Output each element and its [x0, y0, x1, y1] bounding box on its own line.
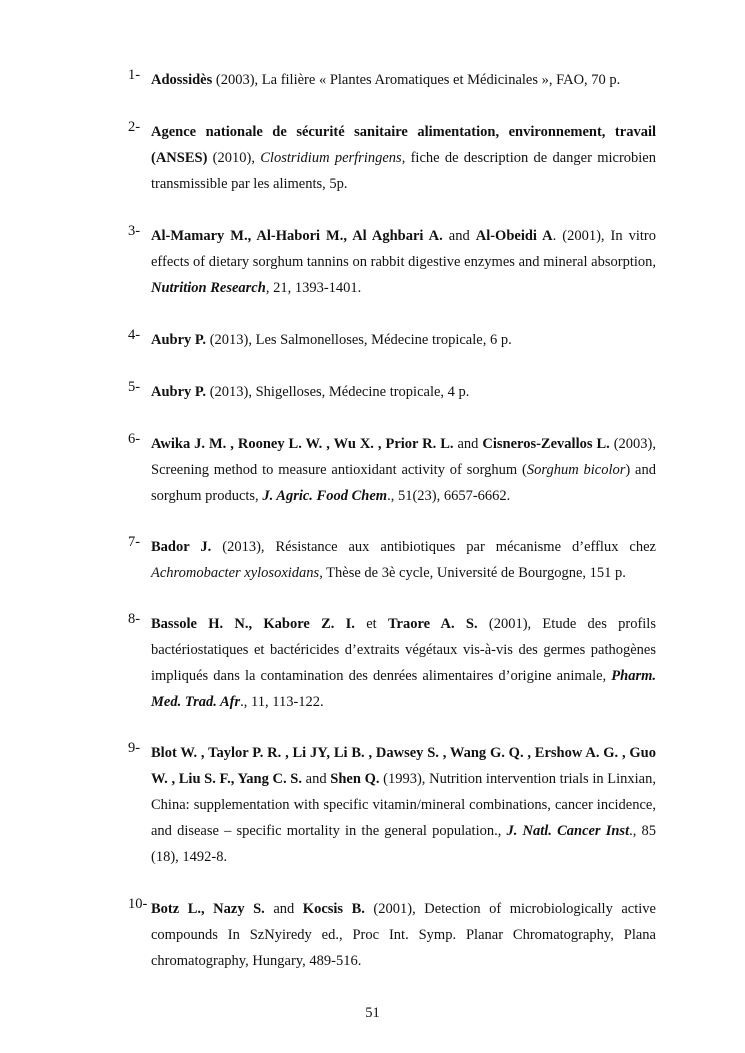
reference-number: 2- [128, 119, 141, 135]
reference-item [128, 896, 656, 974]
reference-segment: . (2001), In vitro effects of dietary sorghum tannins on rabbit digestive enzymes and mineral absorption, [151, 228, 657, 270]
reference-text [151, 896, 656, 974]
reference-segment: (2013), Résistance aux antibiotiques par mécanisme d’efflux chez [211, 539, 656, 555]
reference-item [128, 327, 656, 353]
reference-text [151, 431, 656, 509]
reference-segment: and [302, 771, 331, 787]
reference-emphasis: Blot W. , Taylor P. R. , Li JY, Li B. , Dawsey S. , Wang G. Q. , Ershow A. G. , Guo W. , Liu S. F., Yang C. S. [151, 745, 656, 787]
reference-text [151, 379, 656, 405]
reference-number: 6- [128, 431, 141, 447]
reference-emphasis: Bassole H. N., Kabore Z. I. [151, 616, 355, 632]
reference-emphasis: Al-Obeidi A [475, 228, 553, 244]
reference-segment: (2001), Detection of microbiologically active compounds In SzNyiredy ed., Proc Int. Symp. Planar Chromatography, Plana chromatography, Hungary, 489-516. [151, 901, 656, 969]
reference-number: 4- [128, 327, 141, 343]
reference-item [128, 379, 656, 405]
reference-item [128, 534, 656, 586]
reference-emphasis: Sorghum bicolor [526, 462, 626, 478]
reference-emphasis: Agence nationale de sécurité sanitaire alimentation, environnement, travail (ANSES) [151, 124, 656, 166]
reference-emphasis: Clostridium perfringens [260, 150, 402, 166]
reference-item [128, 611, 656, 715]
reference-item [128, 431, 656, 509]
reference-emphasis: Achromobacter xylosoxidans [151, 565, 320, 581]
reference-emphasis: Shen Q. [330, 771, 380, 787]
reference-segment: and [264, 901, 303, 917]
reference-emphasis: Awika J. M. , Rooney L. W. , Wu X. , Prior R. L. [151, 436, 454, 452]
reference-segment: ., 11, 113-122. [240, 694, 324, 710]
reference-segment: (2013), Les Salmonelloses, Médecine tropicale, 6 p. [206, 332, 512, 348]
reference-segment: and [442, 228, 476, 244]
reference-number: 7- [128, 534, 141, 550]
reference-segment: ., 51(23), 6657-6662. [387, 488, 511, 504]
reference-text [151, 740, 656, 870]
reference-emphasis: Al-Mamary M., Al-Habori M., Al Aghbari A. [151, 228, 443, 244]
reference-text [151, 534, 656, 586]
reference-number: 1- [128, 67, 141, 83]
reference-segment: (2013), Shigelloses, Médecine tropicale, 4 p. [206, 384, 470, 400]
reference-emphasis: Pharm. Med. Trad. Afr [151, 668, 656, 710]
reference-item [128, 223, 656, 301]
reference-emphasis: Nutrition Research [151, 280, 266, 296]
reference-segment: and [453, 436, 483, 452]
reference-text [151, 223, 656, 301]
reference-text [151, 67, 656, 93]
reference-number: 8- [128, 611, 141, 627]
reference-text [151, 327, 656, 353]
reference-emphasis: Adossidès [151, 72, 213, 88]
reference-emphasis: J. Agric. Food Chem [262, 488, 388, 504]
reference-emphasis: Botz L., Nazy S. [151, 901, 265, 917]
reference-emphasis: Aubry P. [151, 384, 207, 400]
reference-emphasis: Traore A. S. [387, 616, 478, 632]
reference-item [128, 119, 656, 197]
reference-segment: ., 85 (18), 1492-8. [151, 823, 657, 865]
reference-number: 10- [128, 896, 148, 912]
reference-segment: (2001), Etude des profils bactériostatiques et bactéricides d’extraits végétaux vis-à-vis des germes pathogènes impliqués dans la contamination des denrées alimentaires d’origine animale, [151, 616, 656, 684]
reference-text [151, 611, 656, 715]
reference-emphasis: Bador J. [151, 539, 212, 555]
reference-segment: (2003), Screening method to measure antioxidant activity of sorghum ( [151, 436, 656, 478]
reference-item [128, 740, 656, 870]
reference-number: 5- [128, 379, 141, 395]
reference-emphasis: J. Natl. Cancer Inst [506, 823, 630, 839]
reference-emphasis: Aubry P. [151, 332, 207, 348]
page-number: 51 [365, 1005, 380, 1021]
reference-segment: (2010), [207, 150, 261, 166]
reference-emphasis: Kocsis B. [302, 901, 365, 917]
reference-item [128, 67, 656, 93]
reference-number: 9- [128, 740, 141, 756]
reference-segment: , fiche de description de danger microbien transmissible par les aliments, 5p. [151, 150, 656, 192]
reference-segment: , 21, 1393-1401. [265, 280, 362, 296]
reference-segment: ) and sorghum products, [151, 462, 656, 504]
reference-emphasis: Cisneros-Zevallos L. [482, 436, 610, 452]
reference-number: 3- [128, 223, 141, 239]
reference-segment: (2003), La filière « Plantes Aromatiques et Médicinales », FAO, 70 p. [212, 72, 621, 88]
reference-segment: (1993), Nutrition intervention trials in Linxian, China: supplementation with specific vitamin/mineral combinations, cancer incidence, and disease – specific mortality in the general population., [151, 771, 656, 839]
reference-text [151, 119, 656, 197]
reference-segment: , Thèse de 3è cycle, Université de Bourgogne, 151 p. [319, 565, 626, 581]
reference-segment: et [354, 616, 388, 632]
